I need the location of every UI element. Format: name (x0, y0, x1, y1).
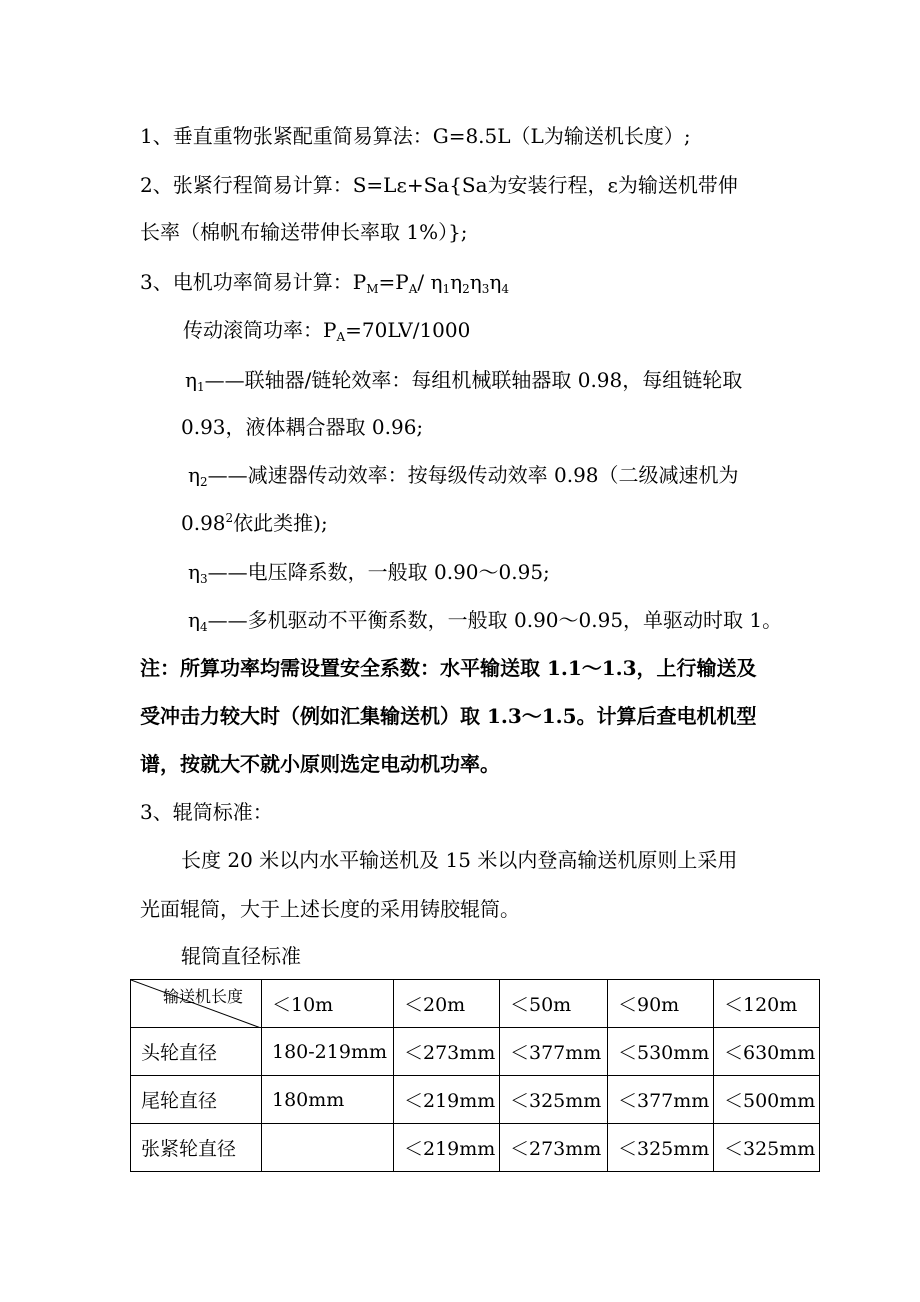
header-cell: ＜20m (394, 980, 500, 1028)
header-cell: ＜50m (500, 980, 608, 1028)
row-label: 尾轮直径 (131, 1076, 262, 1124)
header-cell: ＜90m (608, 980, 714, 1028)
eta-1-line-1: $\eta_1——$联轴器/链轮效率：每组机械联轴器取 0.98，每组链轮取 (185, 368, 743, 394)
roller-text-line-2: 光面辊筒，大于上述长度的采用铸胶辊筒。 (140, 897, 520, 921)
corner-label: 输送机长度 (163, 987, 244, 1006)
table-cell: ＜325mm (608, 1124, 714, 1172)
eta-3: $\eta_3——$电压降系数，一般取 0.90～0.95; (188, 560, 550, 586)
table-cell: ＜325mm (714, 1124, 820, 1172)
note-line-3: 谱，按就大不就小原则选定电动机功率。 (140, 752, 500, 776)
table-row (131, 1124, 820, 1172)
table-cell: ＜377mm (500, 1028, 608, 1076)
drive-pulley-power: 传动滚筒功率：$P_A=70LV/1000$ (183, 318, 471, 344)
row-label: 头轮直径 (131, 1028, 262, 1076)
row-label: 张紧轮直径 (131, 1124, 262, 1172)
table-corner-cell (131, 980, 262, 1028)
table-cell: ＜500mm (714, 1076, 820, 1124)
eta-2-line-2: 0.98$^2$依此类推); (181, 511, 328, 535)
note-line-2: 受冲击力较大时（例如汇集输送机）取 1.3～1.5。计算后查电机机型 (140, 704, 757, 728)
table-cell: 180-219mm (262, 1028, 394, 1076)
table-cell: ＜219mm (394, 1124, 500, 1172)
table-cell: ＜273mm (394, 1028, 500, 1076)
item-2-line-2: 长率（棉帆布输送带伸长率取 1%）}; (140, 220, 468, 244)
eta-2-line-1: $\eta_2——$减速器传动效率：按每级传动效率 0.98（二级减速机为 (188, 463, 739, 489)
table-cell: ＜219mm (394, 1076, 500, 1124)
roller-text-line-1: 长度 20 米以内水平输送机及 15 米以内登高输送机原则上采用 (181, 848, 738, 872)
table-header-row (131, 980, 820, 1028)
table-cell: ＜273mm (500, 1124, 608, 1172)
table-cell: ＜530mm (608, 1028, 714, 1076)
table-cell: ＜630mm (714, 1028, 820, 1076)
table-row (131, 1028, 820, 1076)
table-cell: ＜325mm (500, 1076, 608, 1124)
eta-4: $\eta_4——$多机驱动不平衡系数，一般取 0.90～0.95，单驱动时取 1。 (188, 608, 783, 634)
item-3-formula: 3、电机功率简易计算：$P_M=P_A/$ $\eta_1\eta_2\eta_3\eta_4$ (140, 270, 509, 296)
header-cell: ＜120m (714, 980, 820, 1028)
table-cell: 180mm (262, 1076, 394, 1124)
note-line-1: 注：所算功率均需设置安全系数：水平输送取 1.1～1.3，上行输送及 (140, 656, 757, 680)
header-cell: ＜10m (262, 980, 394, 1028)
item-2-line-1: 2、张紧行程简易计算：S=Lε+Sa{Sa为安装行程，ε为输送机带伸 (140, 173, 738, 197)
table-cell: ＜377mm (608, 1076, 714, 1124)
roller-heading: 3、辊筒标准： (140, 800, 273, 824)
table-title: 辊筒直径标准 (181, 944, 301, 968)
item-1: 1、垂直重物张紧配重简易算法：G=8.5L（L为输送机长度）; (140, 124, 691, 148)
roller-diameter-table (130, 979, 820, 1172)
table-row (131, 1076, 820, 1124)
eta-1-line-2: 0.93，液体耦合器取 0.96; (181, 415, 424, 439)
table-cell (262, 1124, 394, 1172)
